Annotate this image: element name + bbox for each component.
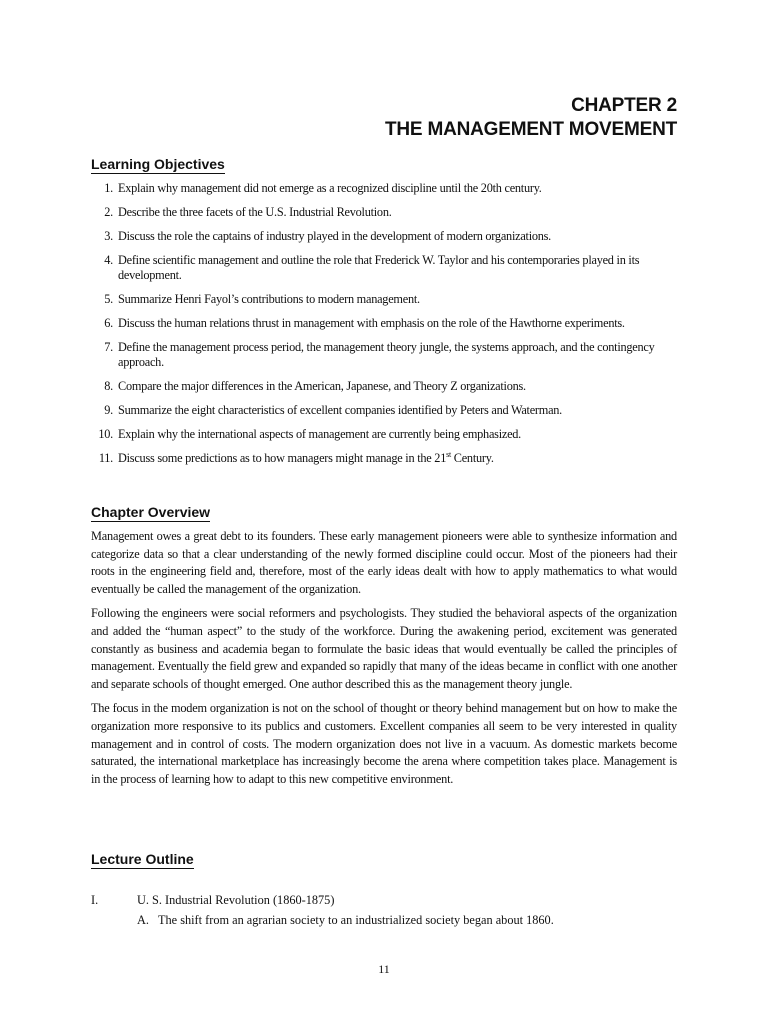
chapter-title: THE MANAGEMENT MOVEMENT: [384, 119, 677, 140]
outline-marker-A: A.: [137, 913, 149, 927]
objective-item: 11. Discuss some predictions as to how managers might manage in the 21st Century.: [98, 449, 494, 465]
objective-item: 5. Summarize Henri Fayol’s contributions to modern management.: [104, 292, 420, 306]
objective-item: 4. Define scientific management and outline the role that Frederick W. Taylor and his contemporaries played in its development.: [104, 253, 640, 282]
objective-item: 6. Discuss the human relations thrust in management with emphasis on the role of the Hawthorne experiments.: [104, 316, 625, 330]
chapter-number: CHAPTER 2: [571, 95, 677, 116]
lecture-outline-heading: Lecture Outline: [91, 851, 194, 867]
chapter-overview-heading: Chapter Overview: [91, 504, 211, 520]
objective-item: 3. Discuss the role the captains of industry played in the development of modern organizations.: [104, 229, 552, 243]
overview-paragraph: The focus in the modem organization is not on the school of thought or theory behind management but on how to make the organization more responsive to its publics and customers. Excellent companies all seem to be very interested in quality management and in control of costs. The modern organization does not live in a vacuum. As domestic markets become saturated, the international marketplace has increasingly become the arena where competition takes place. Management is in the process of learning how to adapt to this new competitive environment.: [91, 701, 677, 786]
objective-item: 10. Explain why the international aspects of management are currently being emphasized.: [98, 427, 521, 441]
page-number: 11: [378, 962, 390, 976]
chapter-heading: [385, 94, 677, 142]
overview-paragraph: Management owes a great debt to its founders. These early management pioneers were able to synthesize information and categorize data so that a clear understanding of the newly formed discipline could occur. Most of the pioneers had their roots in the engineering field and, therefore, most of the early ideas dealt with how to apply mathematics to what would eventually be called the management of the organization.: [91, 529, 677, 596]
outline-item-A: The shift from an agrarian society to an industrialized society began about 1860.: [158, 913, 554, 927]
objective-item: 1. Explain why management did not emerge as a recognized discipline until the 20th century.: [104, 181, 542, 195]
objective-item: 2. Describe the three facets of the U.S. Industrial Revolution.: [104, 205, 392, 219]
chapter-overview-body: [91, 528, 677, 795]
outline-section-I: U. S. Industrial Revolution (1860-1875): [137, 893, 335, 907]
objective-item: 7. Define the management process period, the management theory jungle, the systems approach, and the contingency approach.: [104, 340, 655, 369]
overview-paragraph: Following the engineers were social reformers and psychologists. They studied the behavioral aspects of the organization and added the “human aspect” to the study of the workforce. During the awakening period, excitement was generated constantly as business and academia began to formulate the basic ideas that would eventually be called the principles of management. Eventually the field grew and expanded so rapidly that many of the ideas became in conflict with one another and separate schools of thought emerged. One author described this as the management theory jungle.: [91, 606, 677, 691]
learning-objectives-heading: Learning Objectives: [91, 156, 225, 172]
learning-objectives-list: [91, 181, 681, 475]
objective-item: 8. Compare the major differences in the American, Japanese, and Theory Z organizations.: [104, 379, 526, 393]
outline-marker-I: I.: [91, 893, 99, 907]
objective-item: 9. Summarize the eight characteristics of excellent companies identified by Peters and Waterman.: [104, 403, 563, 417]
ordinal-superscript: st: [446, 449, 451, 459]
